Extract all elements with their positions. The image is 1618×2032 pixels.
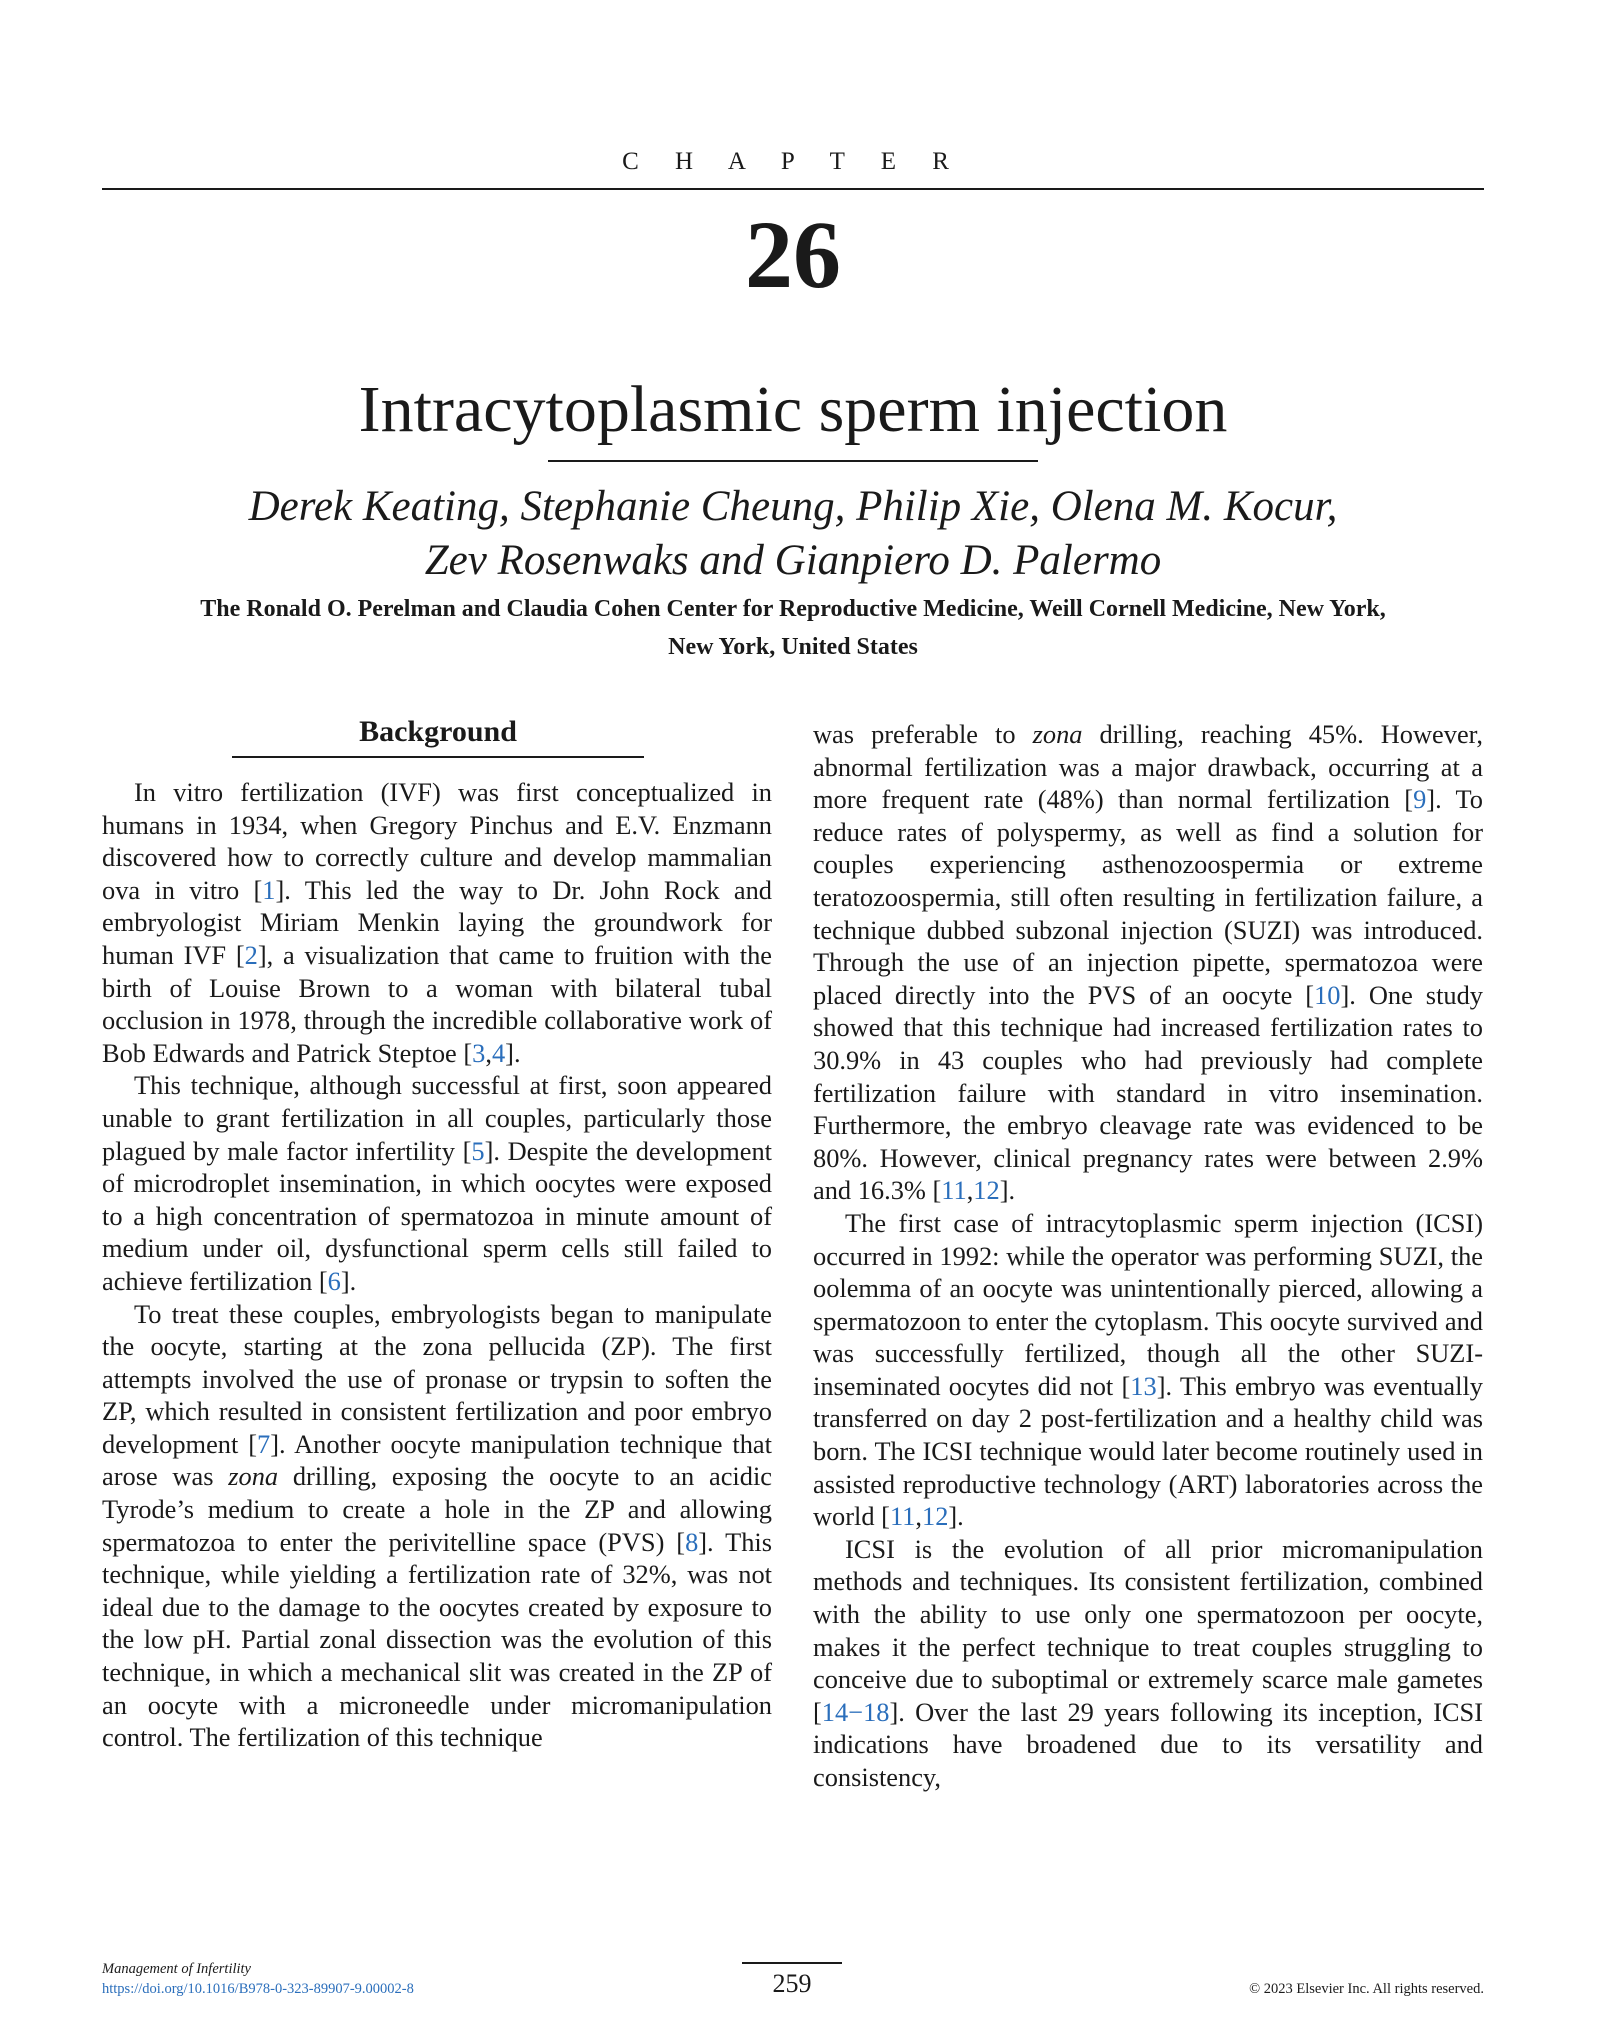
citation-link[interactable]: 4 xyxy=(491,1037,506,1068)
affiliation-line-1: The Ronald O. Perelman and Claudia Cohen Center for Reproductive Medicine, Weill Cornell Medicine, New York, xyxy=(200,596,1386,622)
section-rule xyxy=(232,756,644,758)
citation-link[interactable]: 5 xyxy=(471,1135,485,1166)
citation-link[interactable]: 10 xyxy=(1314,979,1341,1010)
citation-link[interactable]: 2 xyxy=(244,939,258,970)
citation-link[interactable]: 13 xyxy=(1130,1370,1157,1401)
right-column xyxy=(813,718,1483,1794)
affiliation xyxy=(102,590,1484,666)
authors xyxy=(140,480,1446,588)
paragraph: This technique, although successful at first, soon appeared unable to grant fertilization in all couples, particularly those plagued by male factor infertility [5]. Despite the development of microdroplet insemination, in which oocytes were exposed to a high concentration of spermatozoa in minute amount of medium under oil, dysfunctional sperm cells still failed to achieve fertilization [6]. xyxy=(102,1070,772,1296)
citation-link[interactable]: 8 xyxy=(685,1526,699,1557)
citation-link[interactable]: 12 xyxy=(973,1175,1000,1206)
left-column xyxy=(102,776,772,1754)
paragraph: The first case of intracytoplasmic sperm injection (ICSI) occurred in 1992: while the operator was performing SUZI, the oolemma of an oocyte was unintentionally pierced, allowing a spermatozoon to enter the cytoplasm. This oocyte survived and was successfully fertilized, though all the other SUZI-inseminated oocytes did not [13]. This embryo was eventually transferred on day 2 post-fertilization and a healthy child was born. The ICSI technique would later become routinely used in assisted reproductive technology (ART) laboratories across the world [11,12]. xyxy=(813,1207,1484,1532)
footer-copyright: © 2023 Elsevier Inc. All rights reserved. xyxy=(1249,1981,1484,1997)
citation-link[interactable]: 11 xyxy=(889,1501,916,1532)
citation-link[interactable]: 9 xyxy=(1413,784,1427,815)
top-rule xyxy=(102,188,1484,190)
paragraph: To treat these couples, embryologists began to manipulate the oocyte, starting at the zona pellucida (ZP). The first attempts involved the use of pronase or trypsin to soften the ZP, which resulted in consistent fertilization and poor embryo development [7]. Another oocyte manipulation technique that arose was zona drilling, exposing the oocyte to an acidic Tyrode’s medium to create a hole in the ZP and allowing spermatozoa to enter the perivitelline space (PVS) [8]. This technique, while yielding a fertilization rate of 32%, was not ideal due to the damage to the oocytes created by exposure to the low pH. Partial zonal dissection was the evolution of this technique, in which a mechanical slit was created in the ZP of an oocyte with a microneedle under micromanipulation control. The fertilization of this technique xyxy=(102,1298,772,1753)
chapter-label: C H A P T E R xyxy=(622,148,964,175)
page-number: 259 xyxy=(772,1969,812,1998)
title-rule xyxy=(548,460,1038,462)
section-heading: Background xyxy=(359,715,517,748)
citation-link[interactable]: 12 xyxy=(922,1501,949,1532)
chapter-number: 26 xyxy=(745,201,841,308)
authors-line-2: Zev Rosenwaks and Gianpiero D. Palermo xyxy=(424,537,1162,584)
paragraph: ICSI is the evolution of all prior micromanipulation methods and techniques. Its consistent fertilization, combined with the ability to use only one spermatozoon per oocyte, makes it the perfect technique to treat couples struggling to conceive due to suboptimal or extremely scarce male gametes [14−18]. Over the last 29 years following its inception, ICSI indications have broadened due to its versatility and consistency, xyxy=(813,1533,1483,1792)
citation-link[interactable]: 14−18 xyxy=(821,1696,890,1727)
authors-line-1: Derek Keating, Stephanie Cheung, Philip Xie, Olena M. Kocur, xyxy=(248,483,1338,530)
chapter-title: Intracytoplasmic sperm injection xyxy=(358,373,1228,446)
citation-link[interactable]: 6 xyxy=(327,1265,341,1296)
citation-link[interactable]: 1 xyxy=(262,874,276,905)
footer-rule xyxy=(742,1962,842,1964)
footer-doi-link[interactable]: https://doi.org/10.1016/B978-0-323-89907-9.00002-8 xyxy=(102,1981,414,1997)
citation-link[interactable]: 11 xyxy=(941,1175,967,1206)
paragraph: In vitro fertilization (IVF) was first conceptualized in humans in 1934, when Gregory Pinchus and E.V. Enzmann discovered how to correctly culture and develop mammalian ova in vitro [1]. This led the way to Dr. John Rock and embryologist Miriam Menkin laying the groundwork for human IVF [2], a visualization that came to fruition with the birth of Louise Brown to a woman with bilateral tubal occlusion in 1978, through the incredible collaborative work of Bob Edwards and Patrick Steptoe [3,4]. xyxy=(102,777,772,1068)
footer-journal: Management of Infertility xyxy=(102,1961,251,1977)
citation-link[interactable]: 3 xyxy=(472,1037,486,1068)
citation-link[interactable]: 7 xyxy=(257,1428,271,1459)
paragraph: was preferable to zona drilling, reaching 45%. However, abnormal fertilization was a major drawback, occurring at a more frequent rate (48%) than normal fertilization [9]. To reduce rates of polyspermy, as well as find a solution for couples experiencing asthenozoospermia or extreme teratozoospermia, still often resulting in fertilization failure, a technique dubbed subzonal injection (SUZI) was introduced. Through the use of an injection pipette, spermatozoa were placed directly into the PVS of an oocyte [10]. One study showed that this technique had increased fertilization rates to 30.9% in 43 couples who had previously had complete fertilization failure with standard in vitro insemination. Furthermore, the embryo cleavage rate was evidenced to be 80%. However, clinical pregnancy rates were between 2.9% and 16.3% [11,12]. xyxy=(813,719,1483,1206)
affiliation-line-2: New York, United States xyxy=(668,634,918,660)
